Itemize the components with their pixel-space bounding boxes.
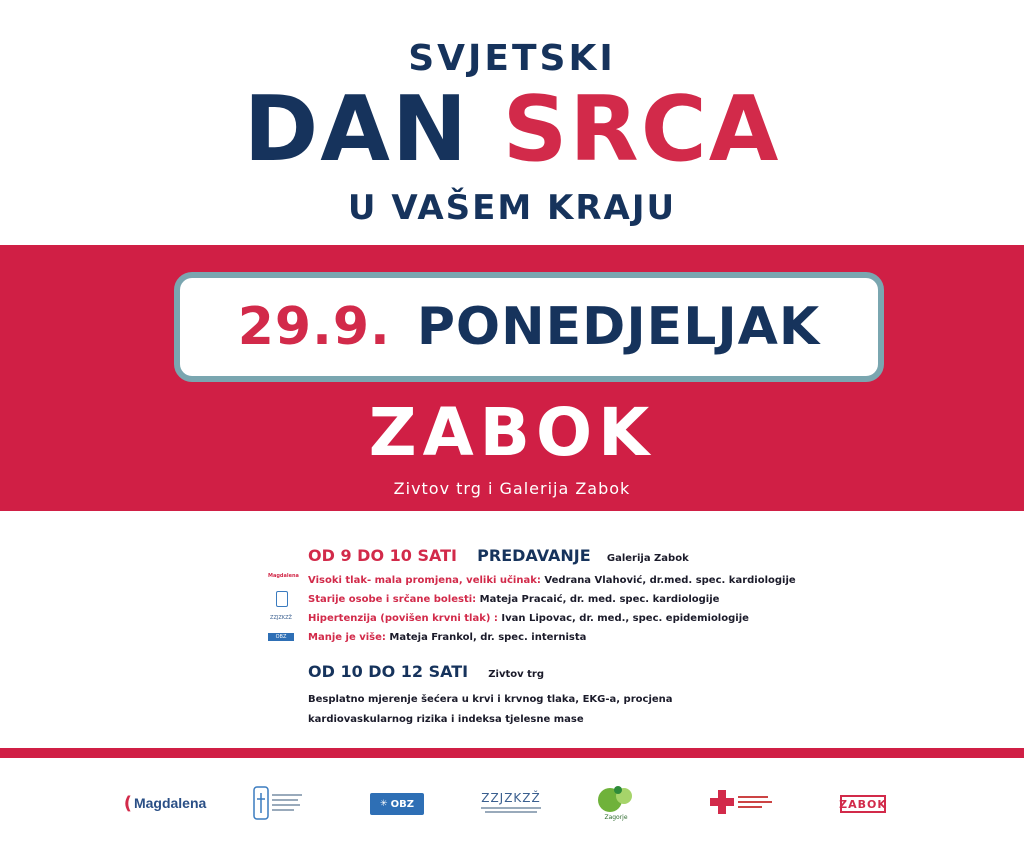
talk-1-speaker: Vedrana Vlahović, dr.med. spec. kardiologije bbox=[544, 575, 796, 586]
session-1-place: Galerija Zabok bbox=[606, 553, 689, 564]
zagorje-logo bbox=[594, 780, 638, 824]
event-venue: Zivtov trg i Galerija Zabok bbox=[393, 479, 631, 498]
talk-1-topic: Visoki tlak- mala promjena, veliki učinak: bbox=[308, 575, 541, 586]
zzjzkzz-logo-text: ZZJZKZŽ bbox=[481, 791, 541, 805]
hospital-logo bbox=[252, 785, 306, 821]
title-line-1: SVJETSKI bbox=[408, 38, 616, 79]
talk-3-speaker: Ivan Lipovac, dr. med., spec. epidemiologije bbox=[501, 613, 749, 624]
zzjzkzz-logo bbox=[478, 785, 544, 821]
talk-2-topic: Starije osobe i srčane bolesti: bbox=[308, 594, 477, 605]
talk-4 bbox=[308, 632, 586, 643]
bottom-stripe bbox=[0, 748, 1024, 758]
session-1-title: PREDAVANJE bbox=[477, 546, 591, 565]
session-1-time: OD 9 DO 10 SATI bbox=[308, 546, 457, 565]
talk-1 bbox=[308, 575, 796, 586]
date-box bbox=[174, 272, 884, 382]
title-line-3: U VAŠEM KRAJU bbox=[347, 188, 677, 228]
session-2-time: OD 10 DO 12 SATI bbox=[308, 662, 469, 681]
hospital-mini-logo bbox=[276, 591, 288, 607]
talk-3-topic: Hipertenzija (povišen krvni tlak) : bbox=[308, 613, 498, 624]
obz-mini-logo: OBZ bbox=[268, 633, 294, 641]
event-weekday: PONEDJELJAK bbox=[416, 297, 821, 357]
session-1-header bbox=[308, 546, 689, 565]
obz-logo: ✳ OBZ bbox=[370, 793, 424, 815]
event-city: ZABOK bbox=[368, 394, 656, 471]
magdalena-logo: ( Magdalena bbox=[123, 792, 207, 814]
zabok-logo-text: ZABOK bbox=[839, 797, 887, 811]
dom-zdravlja-logo bbox=[710, 785, 774, 821]
magdalena-logo-text: Magdalena bbox=[133, 795, 207, 811]
obz-logo-text: OBZ bbox=[390, 798, 414, 810]
event-date: 29.9. bbox=[237, 297, 391, 357]
magdalena-mini-logo: Magdalena bbox=[268, 573, 299, 579]
talk-4-speaker: Mateja Frankol, dr. spec. internista bbox=[389, 632, 587, 643]
zabok-logo bbox=[840, 795, 886, 813]
talk-2-speaker: Mateja Pracaić, dr. med. spec. kardiologije bbox=[479, 594, 720, 605]
main-title bbox=[0, 77, 1024, 182]
talk-3 bbox=[308, 613, 749, 624]
session-2-description: Besplatno mjerenje šećera u krvi i krvnog tlaka, EKG-a, procjena kardiovaskularnog rizika i indeksa tjelesne mase bbox=[308, 694, 673, 725]
talk-4-topic: Manje je više: bbox=[308, 632, 386, 643]
session-2-header bbox=[308, 662, 544, 681]
main-title-srca: SRCA bbox=[502, 77, 781, 182]
main-title-dan: DAN bbox=[243, 77, 470, 182]
talk-2 bbox=[308, 594, 719, 605]
zagorje-logo-text: Zagorje bbox=[604, 813, 628, 821]
session-2-place: Zivtov trg bbox=[488, 669, 545, 680]
zzjzkzz-mini-logo: ZZJZKZŽ bbox=[270, 615, 292, 621]
